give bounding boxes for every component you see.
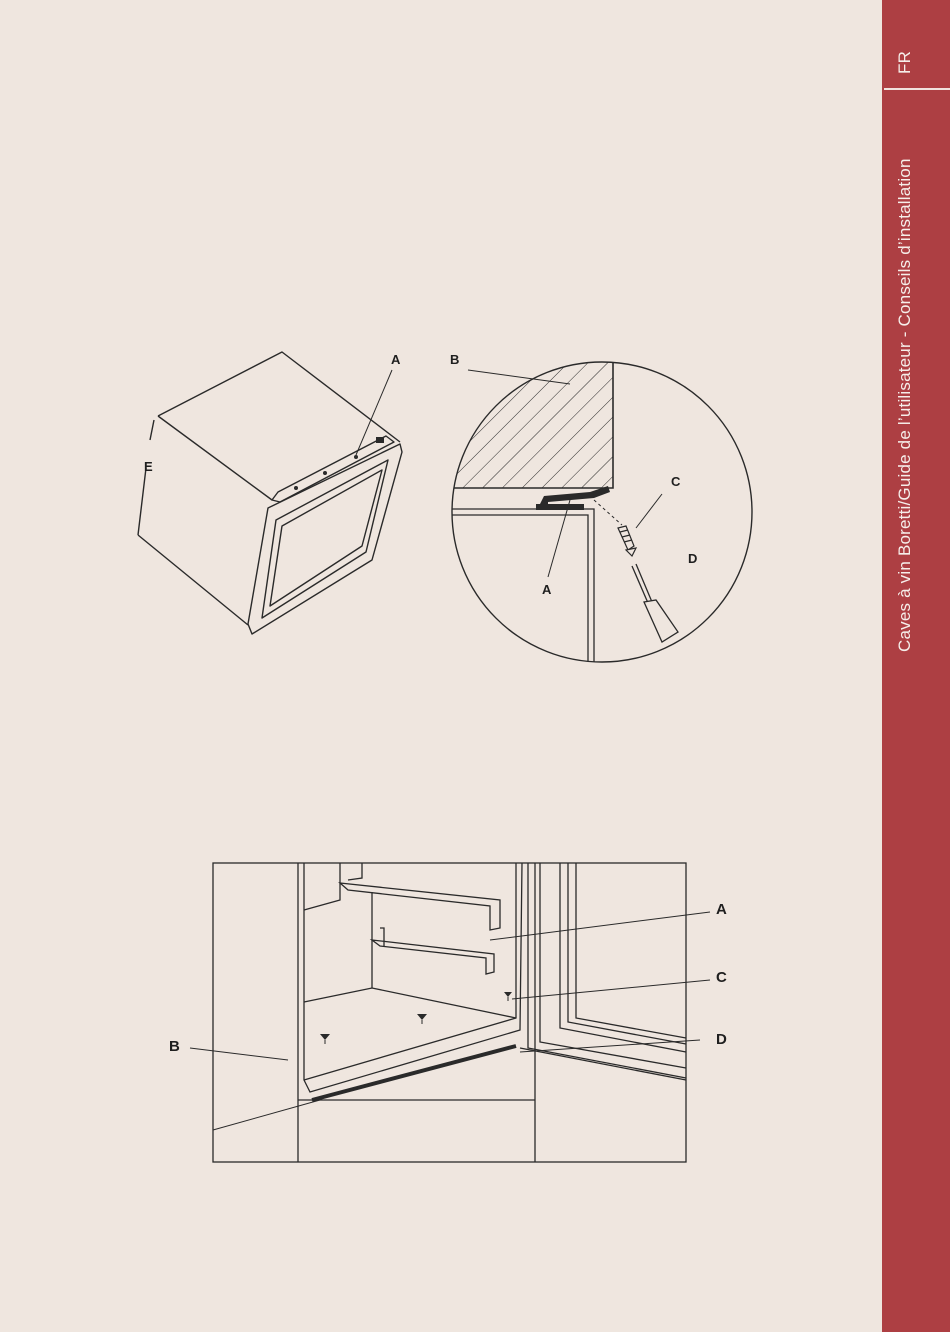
fig2-label-a: A <box>542 582 552 597</box>
fig2-label-d: D <box>688 551 698 566</box>
fig1-label-a: A <box>391 352 401 367</box>
language-label: FR <box>895 50 914 74</box>
fig3-label-a: A <box>716 901 727 918</box>
fig3-label-b: B <box>169 1038 180 1055</box>
fig3-label-c: C <box>716 969 727 986</box>
sidebar <box>882 0 950 1332</box>
sidebar-title: Caves à vin Boretti/Guide de l’utilisateur - Conseils d’installation <box>895 158 914 652</box>
figure-cabinet-perspective <box>120 340 420 650</box>
figure-hinge-detail <box>440 345 770 675</box>
fig1-label-e: E <box>144 459 153 474</box>
figure-installed-front-view <box>160 855 740 1170</box>
fig3-label-d: D <box>716 1031 727 1048</box>
fig2-label-c: C <box>671 474 681 489</box>
sidebar-divider <box>884 88 950 90</box>
fig2-label-b: B <box>450 352 460 367</box>
